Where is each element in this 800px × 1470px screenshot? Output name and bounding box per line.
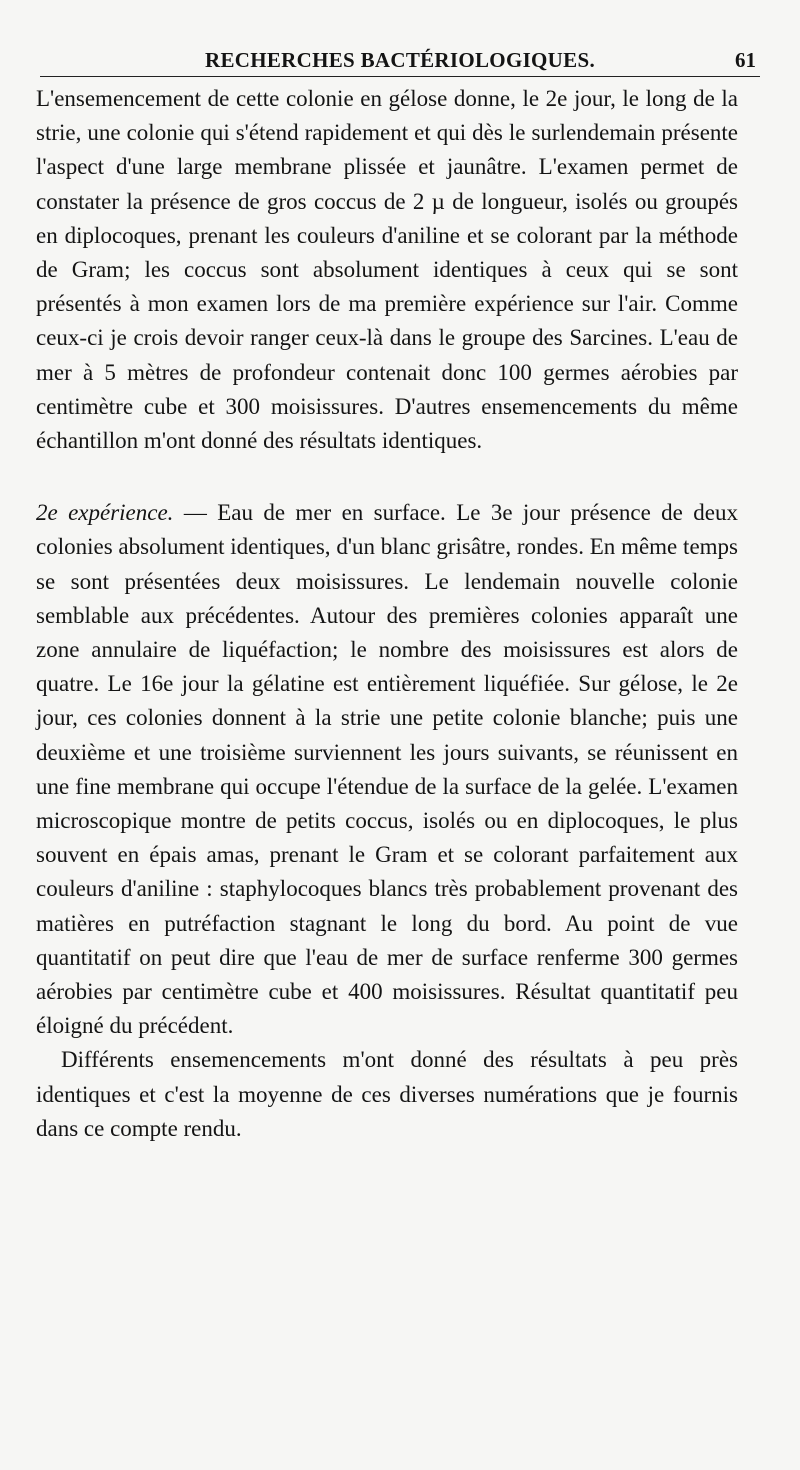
paragraph-3: Différents ensemencements m'ont donné des résultats à peu près identiques et c'est la moyenne de ces diverses numérations que je fournis dans ce compte rendu. <box>36 1047 738 1141</box>
page-number: 61 <box>735 48 756 72</box>
paragraph-2 <box>36 496 738 1043</box>
experiment-label: 2e expérience. <box>36 500 174 526</box>
body-text <box>36 82 738 1146</box>
paragraph-2-text: — Eau de mer en surface. Le 3e jour présence de deux colonies absolument identiques, d'un blanc grisâtre, rondes. En même temps se sont présentées deux moisissures. Le lendemain nouvelle colonie semblable aux précédentes. Autour des premières colonies apparaît une zone annulaire de liquéfaction; le nombre des moisissures est alors de quatre. Le 16e jour la gélatine est entièrement liquéfiée. Sur gélose, le 2e jour, ces colonies donnent à la strie une petite colonie blanche; puis une deuxième et une troisième surviennent les jours suivants, se réunissent en une fine membrane qui occupe l'étendue de la surface de la gelée. L'examen microscopique montre de petits coccus, isolés ou en diplocoques, le plus souvent en épais amas, prenant le Gram et se colorant parfaitement aux couleurs d'aniline : staphylocoques blancs très probablement provenant des matières en putréfaction stagnant le long du bord. Au point de vue quantitatif on peut dire que l'eau de mer de surface renferme 300 germes aérobies par centimètre cube et 400 moisissures. Résultat quantitatif peu éloigné du précédent. <box>36 500 738 1039</box>
running-title: RECHERCHES BACTÉRIOLOGIQUES. <box>205 48 595 72</box>
paragraph-1: L'ensemencement de cette colonie en gélose donne, le 2e jour, le long de la strie, une colonie qui s'étend rapidement et qui dès le surlendemain présente l'aspect d'une large membrane plissée et jaunâtre. L'examen permet de constater la présence de gros coccus de 2 µ de longueur, isolés ou groupés en diplocoques, prenant les couleurs d'aniline et se colorant par la méthode de Gram; les coccus sont absolument identiques à ceux qui se sont présentés à mon examen lors de ma première expérience sur l'air. Comme ceux-ci je crois devoir ranger ceux-là dans le groupe des Sarcines. L'eau de mer à 5 mètres de profondeur contenait donc 100 germes aérobies par centimètre cube et 300 moisissures. D'autres ensemencements du même échantillon m'ont donné des résultats identiques. <box>36 86 738 454</box>
page-header <box>40 42 760 77</box>
